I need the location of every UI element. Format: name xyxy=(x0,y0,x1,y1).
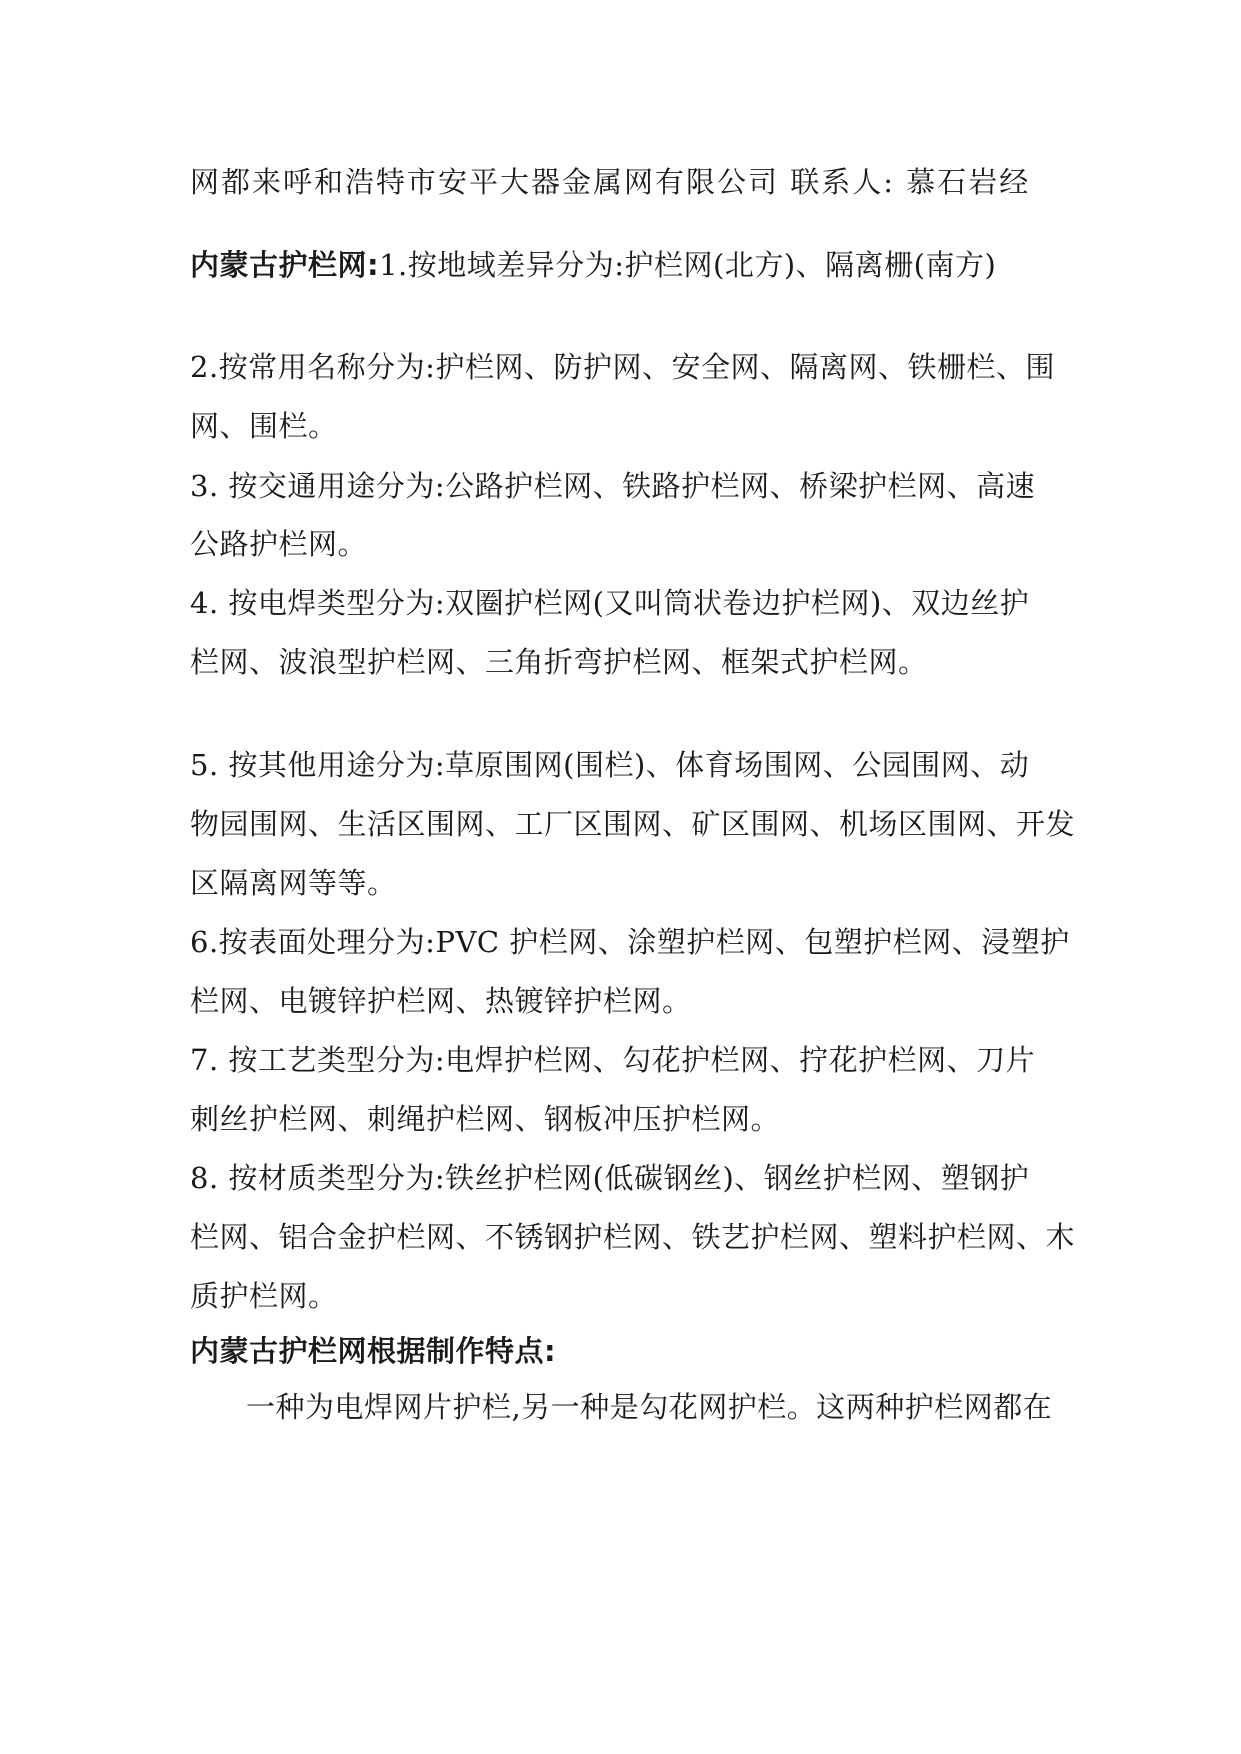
classification-item-1-line xyxy=(190,245,996,285)
classification-item-1: 1.按地域差异分为:护栏网(北方)、隔离栅(南方) xyxy=(379,248,997,282)
classification-item-8-line-1: 8. 按材质类型分为:铁丝护栏网(低碳钢丝)、钢丝护栏网、塑钢护 xyxy=(190,1161,1030,1195)
classification-item-3-line-1: 3. 按交通用途分为:公路护栏网、铁路护栏网、桥梁护栏网、高速 xyxy=(190,469,1036,503)
classification-item-5-line-3: 区隔离网等等。 xyxy=(190,866,397,900)
classification-item-2-line-2: 网、围栏。 xyxy=(190,409,338,443)
classification-item-5-line-2: 物园围网、生活区围网、工厂区围网、矿区围网、机场区围网、开发 xyxy=(190,807,1076,841)
classification-item-3-line-2: 公路护栏网。 xyxy=(190,527,368,561)
classification-item-8-line-2: 栏网、铝合金护栏网、不锈钢护栏网、铁艺护栏网、塑料护栏网、木 xyxy=(190,1220,1076,1254)
features-heading: 内蒙古护栏网根据制作特点: xyxy=(190,1334,557,1368)
classification-item-4-line-1: 4. 按电焊类型分为:双圈护栏网(又叫筒状卷边护栏网)、双边丝护 xyxy=(190,586,1030,620)
classification-item-5-line-1: 5. 按其他用途分为:草原围网(围栏)、体育场围网、公园围网、动 xyxy=(190,748,1030,782)
company-contact-line: 网都来呼和浩特市安平大器金属网有限公司 联系人: 慕石岩经 xyxy=(190,165,1031,199)
classification-item-4-line-2: 栏网、波浪型护栏网、三角折弯护栏网、框架式护栏网。 xyxy=(190,645,928,679)
classification-item-6-line-1: 6.按表面处理分为:PVC 护栏网、涂塑护栏网、包塑护栏网、浸塑护 xyxy=(190,925,1070,959)
classification-item-7-line-1: 7. 按工艺类型分为:电焊护栏网、勾花护栏网、拧花护栏网、刀片 xyxy=(190,1043,1036,1077)
classification-heading: 内蒙古护栏网: xyxy=(190,248,380,282)
classification-item-6-line-2: 栏网、电镀锌护栏网、热镀锌护栏网。 xyxy=(190,984,692,1018)
features-paragraph-line-1: 一种为电焊网片护栏,另一种是勾花网护栏。这两种护栏网都在 xyxy=(246,1390,1053,1424)
classification-item-7-line-2: 刺丝护栏网、刺绳护栏网、钢板冲压护栏网。 xyxy=(190,1102,781,1136)
classification-item-2-line-1: 2.按常用名称分为:护栏网、防护网、安全网、隔离网、铁栅栏、围 xyxy=(190,350,1055,384)
classification-item-8-line-3: 质护栏网。 xyxy=(190,1279,338,1313)
